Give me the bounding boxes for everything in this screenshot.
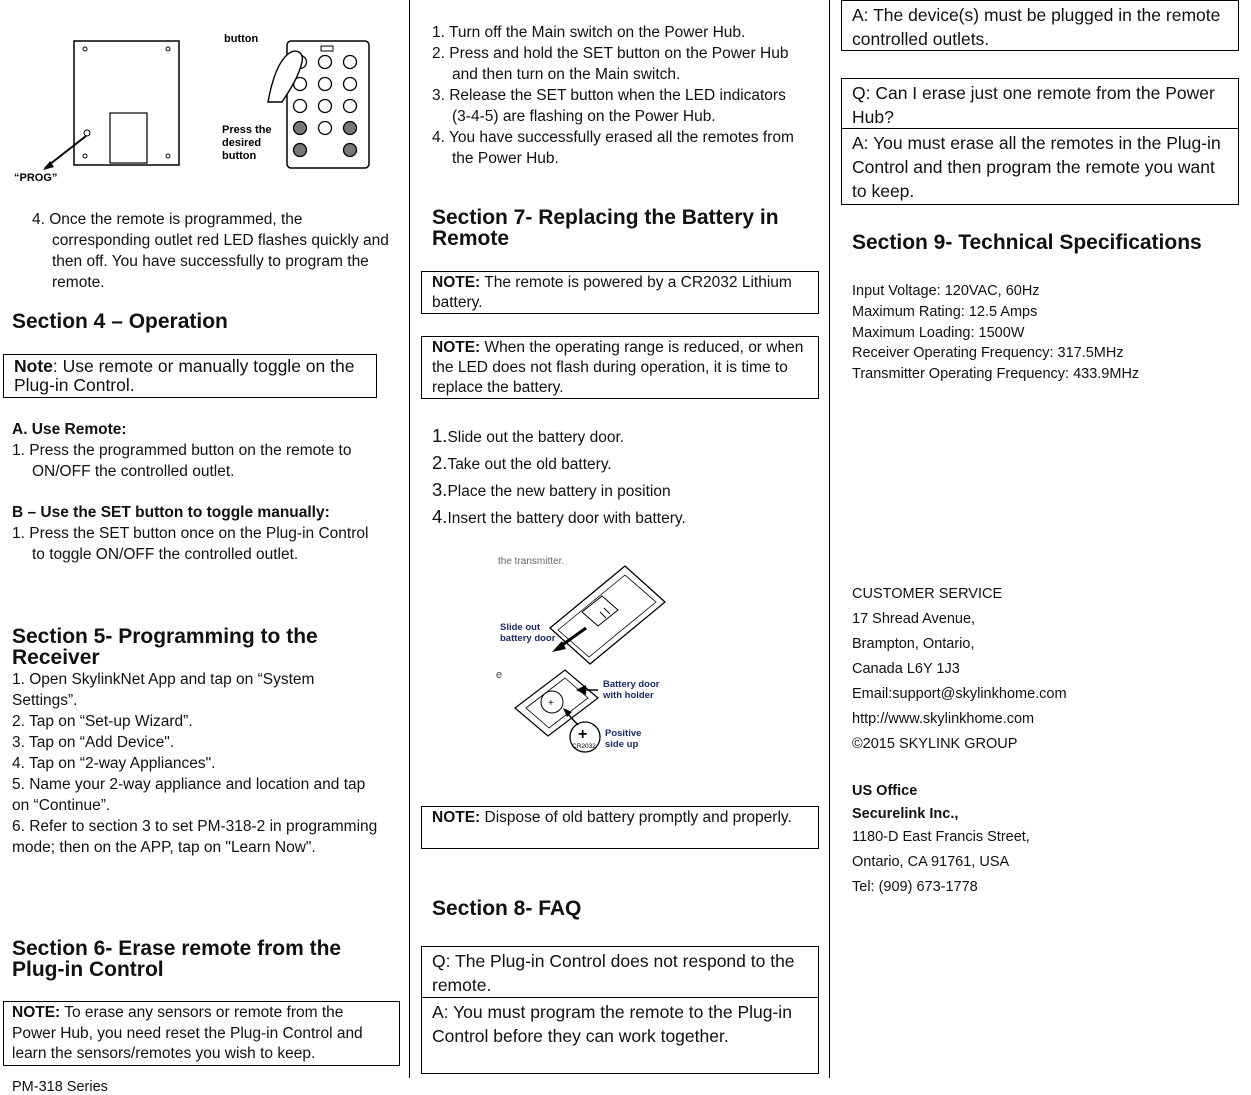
contact-line: Canada L6Y 1J3 [852,661,960,677]
sub-a-item: 1. Press the programmed button on the remote to ON/OFF the controlled outlet. [12,442,352,480]
slide-label-1: Slide out [500,622,541,633]
list-item: 2.Take out the old battery. [432,452,612,473]
cell-label: CR2032 [572,743,596,750]
figure-top-label: the transmitter. [498,556,565,567]
list-item: 1. Turn off the Main switch on the Power Hub. [432,24,746,41]
battery-steps [432,423,802,531]
list-item: Maximum Rating: 12.5 Amps [852,303,1038,320]
footer-series: PM-318 Series [12,1079,108,1095]
section-9-title: Section 9- Technical Specifications [852,231,1202,254]
battery-note-1 [421,271,819,314]
section-8-title: Section 8- FAQ [432,897,582,920]
contact-line: 17 Shread Avenue, [852,611,976,627]
list-item: 3.Place the new battery in position [432,479,671,500]
section-5-title: Section 5- Programming to the Receiver [12,625,318,669]
contact-line: Brampton, Ontario, [852,636,975,652]
door-label-1: Battery door [603,679,660,690]
note-label: NOTE: [432,274,481,291]
spec-list [852,281,1139,385]
note-text: The remote is powered by a CR2032 Lithium battery. [432,274,792,311]
faq-3-answer: A: You must erase all the remotes in the Plug-in Control and then program the remote you want to keep. [841,128,1239,205]
note-text: To erase any sensors or remote from the Power Hub, you need reset the Plug-in Control and learn the sensors/remotes you wish to keep. [12,1004,363,1062]
section-6-note [3,1001,400,1066]
list-item: 4. You have successfully erased all the remotes from the Power Hub. [432,129,794,167]
note-label: NOTE: [432,339,481,356]
battery-replacement-figure [490,550,680,760]
slide-label-2: battery door [500,633,556,644]
stray-label: e [496,669,503,681]
remote-programming-figure [10,30,400,190]
column-divider-1 [409,0,410,1078]
note-text: : Use remote or manually toggle on the Plug-in Control. [14,356,355,395]
contact-line: http://www.skylinkhome.com [852,711,1035,727]
step-4-text: 4. Once the remote is programmed, the corresponding outlet red LED flashes quickly and then off. You have successfully to program the remote. [32,211,389,291]
column-divider-2 [829,0,830,1078]
section-7-title: Section 7- Replacing the Battery in Remote [432,206,779,250]
contact-line: Email:support@skylinkhome.com [852,686,1067,702]
press-label-1: Press the [222,124,272,136]
section-4-note [3,354,377,398]
battery-note-2 [421,336,819,399]
note-label: NOTE: [432,809,481,826]
address-line: Tel: (909) 673-1778 [852,879,978,895]
list-item: 6. Refer to section 3 to set PM-318-2 in programming mode; then on the APP, tap on "Learn Now". [12,818,378,856]
contact-line: CUSTOMER SERVICE [852,586,1003,602]
us-office-block [852,779,1030,900]
sub-b-item: 1. Press the SET button once on the Plug-in Control to toggle ON/OFF the controlled outlet. [12,525,369,563]
svg-text:+: + [548,698,554,709]
door-label-2: with holder [603,690,654,701]
note-text: Dispose of old battery promptly and properly. [480,809,792,826]
contact-line: ©2015 SKYLINK GROUP [852,736,1018,752]
us-office-title: US Office [852,783,918,799]
list-item: 1.Slide out the battery door. [432,425,625,446]
sub-a-title: A. Use Remote: [12,421,127,438]
svg-text:+: + [578,726,588,743]
positive-label-1: Positive [605,728,642,739]
battery-note-3 [421,806,819,849]
section-5-list [12,669,382,858]
list-item: 2. Tap on “Set-up Wizard”. [12,713,193,730]
list-item: 4. Tap on “2-way Appliances". [12,755,216,772]
erase-steps [432,22,802,169]
address-line: Ontario, CA 91761, USA [852,854,1010,870]
list-item: 1. Open SkylinkNet App and tap on “System Settings”. [12,671,315,709]
list-item: 3. Release the SET button when the LED indicators (3-4-5) are flashing on the Power Hub. [432,87,786,125]
list-item: Transmitter Operating Frequency: 433.9MHz [852,366,1140,383]
prog-label: “PROG” [14,172,58,184]
positive-label-2: side up [605,739,639,750]
list-item: Maximum Loading: 1500W [852,324,1025,341]
press-label-2: desired [222,137,262,149]
customer-service-block [852,582,1067,757]
list-item: 4.Insert the battery door with battery. [432,506,686,527]
list-item: 5. Name your 2-way appliance and location and tap on “Continue”. [12,776,366,814]
note-label: Note [14,356,53,376]
button-label-top: button [224,33,259,45]
address-line: 1180-D East Francis Street, [852,829,1030,845]
faq-3-question: Q: Can I erase just one remote from the Power Hub? [841,78,1239,129]
faq-2-answer: A: The device(s) must be plugged in the remote controlled outlets. [841,0,1239,51]
faq-1-question: Q: The Plug-in Control does not respond to the remote. [421,946,819,998]
us-company: Securelink Inc., [852,806,959,822]
note-text: When the operating range is reduced, or when the LED does not flash during operation, it is time to replace the battery. [432,339,804,396]
list-item: Receiver Operating Frequency: 317.5MHz [852,345,1124,362]
list-item: 2. Press and hold the SET button on the Power Hub and then turn on the Main switch. [432,45,789,83]
list-item: Input Voltage: 120VAC, 60Hz [852,283,1040,299]
press-label-3: button [222,150,257,162]
faq-1-answer: A: You must program the remote to the Plug-in Control before they can work together. [421,997,819,1074]
note-label: NOTE: [12,1004,61,1021]
list-item: 3. Tap on “Add Device". [12,734,175,751]
sub-b-title: B – Use the SET button to toggle manually: [12,504,330,521]
section-6-title: Section 6- Erase remote from the Plug-in Control [12,937,342,981]
section-4-title: Section 4 – Operation [12,310,228,333]
